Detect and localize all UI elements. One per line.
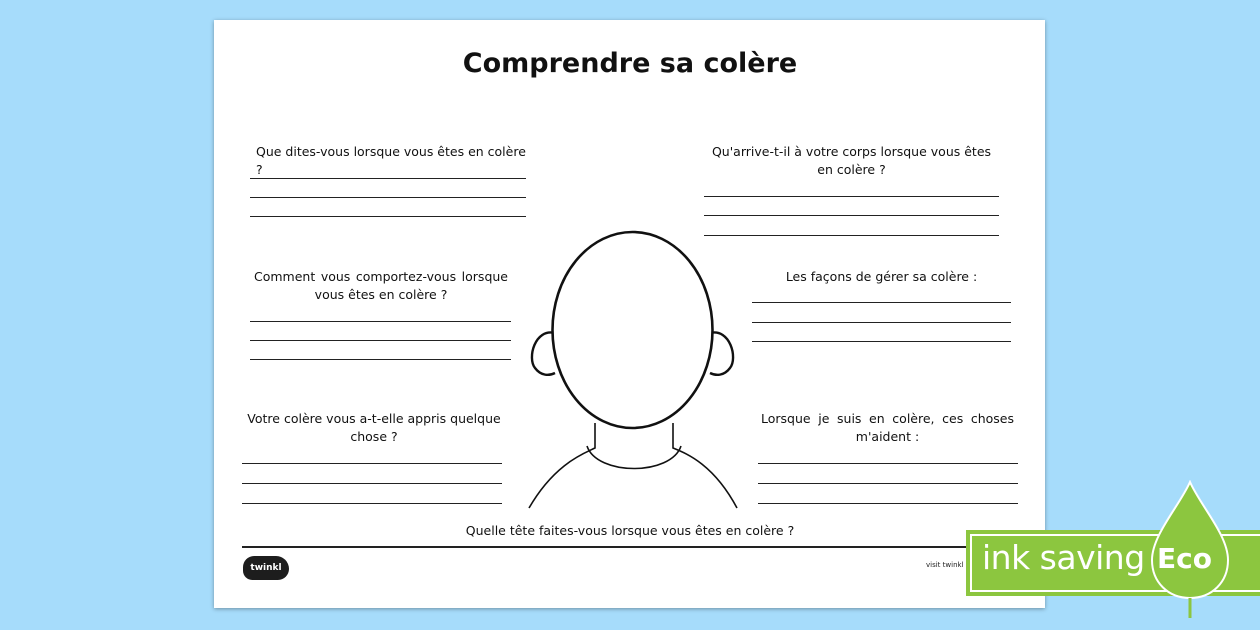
answer-line (250, 178, 526, 179)
blank-face-outline-icon (525, 228, 740, 513)
answer-line (758, 503, 1018, 504)
eco-label: Eco (1157, 542, 1212, 575)
twinkl-logo: twinkl (243, 556, 289, 580)
answer-line (250, 321, 511, 322)
question-angry-face: Quelle tête faites-vous lorsque vous êtes en colère ? (465, 523, 795, 538)
answer-line (250, 359, 511, 360)
answer-line (242, 503, 502, 504)
page-title: Comprendre sa colère (462, 48, 798, 79)
answer-line (250, 340, 511, 341)
answer-line (250, 197, 526, 198)
answer-line (704, 235, 999, 236)
footer-link[interactable]: visit twinkl (926, 561, 964, 569)
ink-saving-label: ink saving (982, 538, 1145, 577)
question-lesson-learned: Votre colère vous a-t-elle appris quelque chose ? (247, 411, 501, 444)
answer-line (752, 302, 1011, 303)
question-what-you-say: Que dites-vous lorsque vous êtes en colère ? (256, 144, 526, 177)
question-body-reaction: Qu'arrive-t-il à votre corps lorsque vous êtes en colère ? (711, 144, 992, 177)
answer-line (752, 341, 1011, 342)
answer-line (752, 322, 1011, 323)
divider-line (242, 546, 1018, 548)
question-behaviour: Comment vous comportez-vous lorsque vous êtes en colère ? (254, 269, 508, 302)
answer-line (758, 463, 1018, 464)
answer-line (242, 483, 502, 484)
answer-line (704, 215, 999, 216)
answer-line (250, 216, 526, 217)
answer-line (758, 483, 1018, 484)
question-helpful-things: Lorsque je suis en colère, ces choses m'aident : (761, 411, 1014, 444)
answer-line (242, 463, 502, 464)
answer-line (704, 196, 999, 197)
question-coping-ways: Les façons de gérer sa colère : (785, 269, 978, 284)
